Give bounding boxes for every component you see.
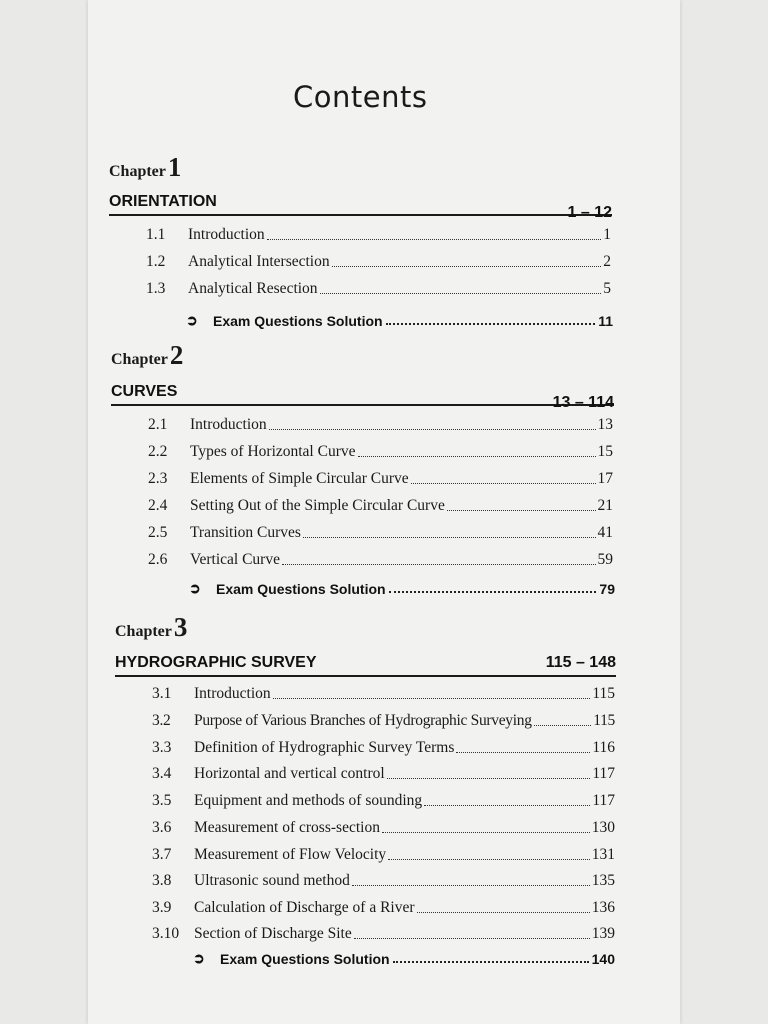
dot-leader xyxy=(387,778,591,779)
toc-entry[interactable] xyxy=(152,868,615,890)
toc-entry[interactable] xyxy=(148,466,613,488)
section-title: Definition of Hydrographic Survey Terms xyxy=(194,739,455,756)
toc-entry[interactable] xyxy=(146,249,611,271)
dot-leader xyxy=(320,293,602,294)
page-number: 136 xyxy=(591,899,615,916)
dot-leader xyxy=(382,832,590,833)
section-title: Vertical Curve xyxy=(190,551,280,568)
chapter-3-heading xyxy=(115,651,616,677)
dot-leader xyxy=(417,912,590,913)
section-title: Elements of Simple Circular Curve xyxy=(190,470,409,487)
dot-leader xyxy=(411,483,596,484)
toc-entry[interactable] xyxy=(146,222,611,244)
dot-leader xyxy=(393,961,589,963)
toc-entry-exam[interactable] xyxy=(193,945,615,967)
page-number: 130 xyxy=(591,819,615,836)
dot-leader xyxy=(352,885,590,886)
toc-entry[interactable] xyxy=(148,547,613,569)
dot-leader xyxy=(456,752,590,753)
section-number: 1.3 xyxy=(146,280,166,297)
page-number: 41 xyxy=(597,524,613,541)
section-title: Introduction xyxy=(190,416,267,433)
section-number: 3.4 xyxy=(152,765,172,782)
page-number: 59 xyxy=(597,551,613,568)
chapter-number: 1 xyxy=(167,152,182,182)
section-title: Equipment and methods of sounding xyxy=(194,792,423,809)
dot-leader xyxy=(388,859,590,860)
section-title: Transition Curves xyxy=(190,524,301,541)
document-page xyxy=(88,0,680,1024)
section-title: Setting Out of the Simple Circular Curve xyxy=(190,497,445,514)
page-number: 135 xyxy=(591,872,615,889)
toc-entry[interactable] xyxy=(152,842,615,864)
toc-entry[interactable] xyxy=(152,895,615,917)
toc-entry[interactable] xyxy=(148,412,613,434)
toc-entry[interactable] xyxy=(148,520,613,542)
toc-entry[interactable] xyxy=(152,681,615,703)
section-number: 3.10 xyxy=(152,925,180,942)
dot-leader xyxy=(303,537,596,538)
page-number: 17 xyxy=(597,470,613,487)
section-title: Introduction xyxy=(194,685,271,702)
section-title: Section of Discharge Site xyxy=(194,925,352,942)
chapter-word: Chapter xyxy=(111,351,168,368)
section-title: Types of Horizontal Curve xyxy=(190,443,356,460)
chapter-title: ORIENTATION xyxy=(109,193,217,210)
chapter-number: 3 xyxy=(173,612,188,642)
chapter-number: 2 xyxy=(169,340,184,370)
section-title: Ultrasonic sound method xyxy=(194,872,350,889)
dot-leader xyxy=(424,805,590,806)
section-title: Analytical Intersection xyxy=(188,253,330,270)
chapter-page-range: 1 – 12 xyxy=(567,204,612,221)
dot-leader xyxy=(282,564,596,565)
dot-leader xyxy=(354,938,590,939)
toc-entry[interactable] xyxy=(148,493,613,515)
section-number: 3.1 xyxy=(152,685,172,702)
page-title: Contents xyxy=(293,80,428,114)
section-number: 3.2 xyxy=(152,712,171,729)
dot-leader xyxy=(534,725,592,726)
page-number: 2 xyxy=(603,253,611,270)
section-number: 2.2 xyxy=(148,443,168,460)
section-number: 2.5 xyxy=(148,524,168,541)
chapter-page-range: 115 – 148 xyxy=(545,654,616,671)
page-number: 115 xyxy=(593,712,615,729)
page-number: 139 xyxy=(591,925,615,942)
arrow-icon: ➲ xyxy=(193,950,205,966)
toc-entry[interactable] xyxy=(148,439,613,461)
page-number: 15 xyxy=(597,443,613,460)
toc-entry[interactable] xyxy=(152,921,615,943)
dot-leader xyxy=(358,456,596,457)
section-title: Measurement of Flow Velocity xyxy=(194,846,387,863)
page-number: 140 xyxy=(591,951,615,967)
section-number: 1.2 xyxy=(146,253,166,270)
section-number: 2.1 xyxy=(148,416,168,433)
chapter-2-label xyxy=(111,340,183,371)
section-title: Exam Questions Solution xyxy=(216,581,386,597)
arrow-icon: ➲ xyxy=(186,312,198,328)
section-title: Purpose of Various Branches of Hydrographic Surveying xyxy=(194,712,532,729)
dot-leader xyxy=(332,266,602,267)
chapter-word: Chapter xyxy=(109,163,166,180)
page-number: 5 xyxy=(603,280,611,297)
page-number: 11 xyxy=(598,313,613,329)
page-number: 79 xyxy=(599,581,615,597)
page-number: 117 xyxy=(592,765,615,782)
section-title: Analytical Resection xyxy=(188,280,318,297)
chapter-1-label xyxy=(109,152,181,183)
dot-leader xyxy=(389,591,597,593)
section-number: 2.4 xyxy=(148,497,168,514)
section-title: Introduction xyxy=(188,226,265,243)
toc-entry-exam[interactable] xyxy=(189,575,615,597)
page-number: 1 xyxy=(603,226,611,243)
chapter-page-range: 13 – 114 xyxy=(552,394,614,411)
toc-entry[interactable] xyxy=(152,735,615,757)
section-title: Exam Questions Solution xyxy=(213,313,383,329)
arrow-icon: ➲ xyxy=(189,580,201,596)
dot-leader xyxy=(267,239,602,240)
chapter-3-label xyxy=(115,612,187,643)
section-title: Calculation of Discharge of a River xyxy=(194,899,415,916)
toc-entry[interactable] xyxy=(152,815,615,837)
toc-entry-exam[interactable] xyxy=(186,307,613,329)
dot-leader xyxy=(386,323,596,325)
dot-leader xyxy=(447,510,596,511)
page-number: 116 xyxy=(592,739,615,756)
section-title: Exam Questions Solution xyxy=(220,951,390,967)
chapter-title: HYDROGRAPHIC SURVEY xyxy=(115,654,317,671)
page-number: 117 xyxy=(592,792,615,809)
section-title: Horizontal and vertical control xyxy=(194,765,385,782)
page-number: 115 xyxy=(592,685,615,702)
page-number: 21 xyxy=(597,497,613,514)
toc-entry[interactable] xyxy=(152,708,615,730)
toc-entry[interactable] xyxy=(152,788,615,810)
page-number: 13 xyxy=(597,416,613,433)
section-number: 3.5 xyxy=(152,792,172,809)
section-number: 3.8 xyxy=(152,872,172,889)
page-number: 131 xyxy=(591,846,615,863)
section-number: 3.3 xyxy=(152,739,172,756)
chapter-word: Chapter xyxy=(115,623,172,640)
section-title: Measurement of cross-section xyxy=(194,819,380,836)
section-number: 1.1 xyxy=(146,226,166,243)
toc-entry[interactable] xyxy=(152,761,615,783)
section-number: 3.6 xyxy=(152,819,172,836)
section-number: 2.6 xyxy=(148,551,168,568)
chapter-2-heading xyxy=(111,380,614,411)
section-number: 2.3 xyxy=(148,470,168,487)
section-number: 3.7 xyxy=(152,846,172,863)
dot-leader xyxy=(273,698,591,699)
chapter-title: CURVES xyxy=(111,383,178,400)
toc-entry[interactable] xyxy=(146,276,611,298)
section-number: 3.9 xyxy=(152,899,172,916)
dot-leader xyxy=(269,429,596,430)
chapter-1-heading xyxy=(109,190,612,221)
